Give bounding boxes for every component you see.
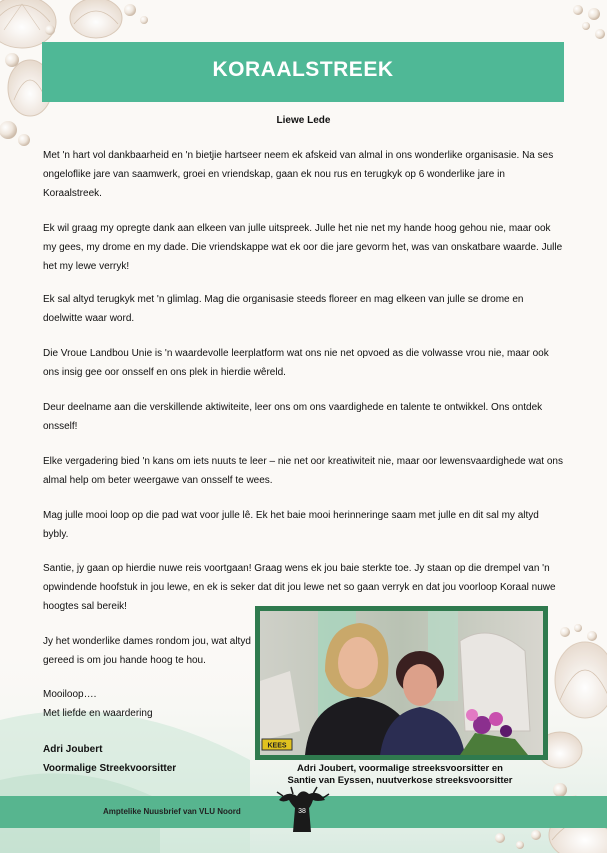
photo-frame	[255, 606, 548, 760]
pearl-decoration-top-right	[573, 5, 605, 39]
photo-caption	[250, 763, 550, 787]
paragraph: Met 'n hart vol dankbaarheid en 'n bietjie hartseer neem ek afskeid van almal in ons wonderlike organisasie. Na ses ongeloflike jare van saamwerk, groei en vriendskap, gaan ek nou rus en terugkyk op 6 wonderlike jare in Koraalstreek.	[43, 150, 554, 199]
photo-image	[260, 611, 543, 755]
photo-sign-text: KEES	[267, 742, 287, 750]
signature-name: Adri Joubert	[43, 744, 103, 755]
paragraph: Elke vergadering bied 'n kans om iets nuuts te leer – nie net oor kreatiwiteit nie, maar oor lewensvaardighede wat ons almal help om beter weergawe van onsself te wees.	[43, 456, 563, 486]
closing-line: Met liefde en waardering	[43, 708, 153, 719]
closing-line: Mooiloop….	[43, 689, 97, 700]
paragraph: Santie, jy gaan op hierdie nuwe reis voortgaan! Graag wens ek jou baie sterkte toe. Jy staan op die drempel van 'n opwindende hoofstuk in jou lewe, en ek is seker dat dit jou lewe net so gaan verryk en dat jou voorloop Koraal nuwe hoogtes sal bereik!	[43, 563, 556, 612]
page-number: 38	[298, 808, 306, 815]
title-banner	[42, 42, 564, 102]
paragraph: Jy het wonderlike dames rondom jou, wat altyd gereed is om jou hande hoog te hou.	[43, 636, 251, 666]
paragraph: Mag julle mooi loop op die pad wat voor julle lê. Ek het baie mooi herinneringe saam met julle en dit sal my altyd bybly.	[43, 510, 539, 540]
signature-title: Voormalige Streekvoorsitter	[43, 763, 177, 774]
caption-line: Adri Joubert, voormalige streeksvoorsitter en	[297, 763, 503, 774]
paragraph: Die Vroue Landbou Unie is 'n waardevolle leerplatform wat ons nie net opvoed as die volwasse vrou nie, maar ook ons insig gee oor onsself en ons plek in hierdie wêreld.	[43, 348, 549, 378]
footer-text: Amptelike Nuusbrief van VLU Noord	[103, 807, 241, 816]
paragraph: Ek wil graag my opregte dank aan elkeen van julle uitspreek. Julle het nie net my hande hoog gehou nie, maar ook my gees, my drome en my dade. Die vriendskappe wat ek oor die jare gevorm het, was van onskatbare waarde. Julle het my lewe verryk!	[43, 223, 563, 272]
page-title: KORAALSTREEK	[212, 58, 394, 81]
caption-line: Santie van Eyssen, nuutverkose streeksvoorsitter	[287, 775, 513, 786]
paragraph: Deur deelname aan die verskillende aktiwiteite, leer ons om ons vaardighede en talente te ontwikkel. Ons ontdek onsself!	[43, 402, 543, 432]
salutation: Liewe Lede	[276, 115, 331, 126]
paragraph: Ek sal altyd terugkyk met 'n glimlag. Mag die organisasie steeds floreer en mag elkeen van julle se drome en doelwitte waar word.	[43, 294, 524, 324]
